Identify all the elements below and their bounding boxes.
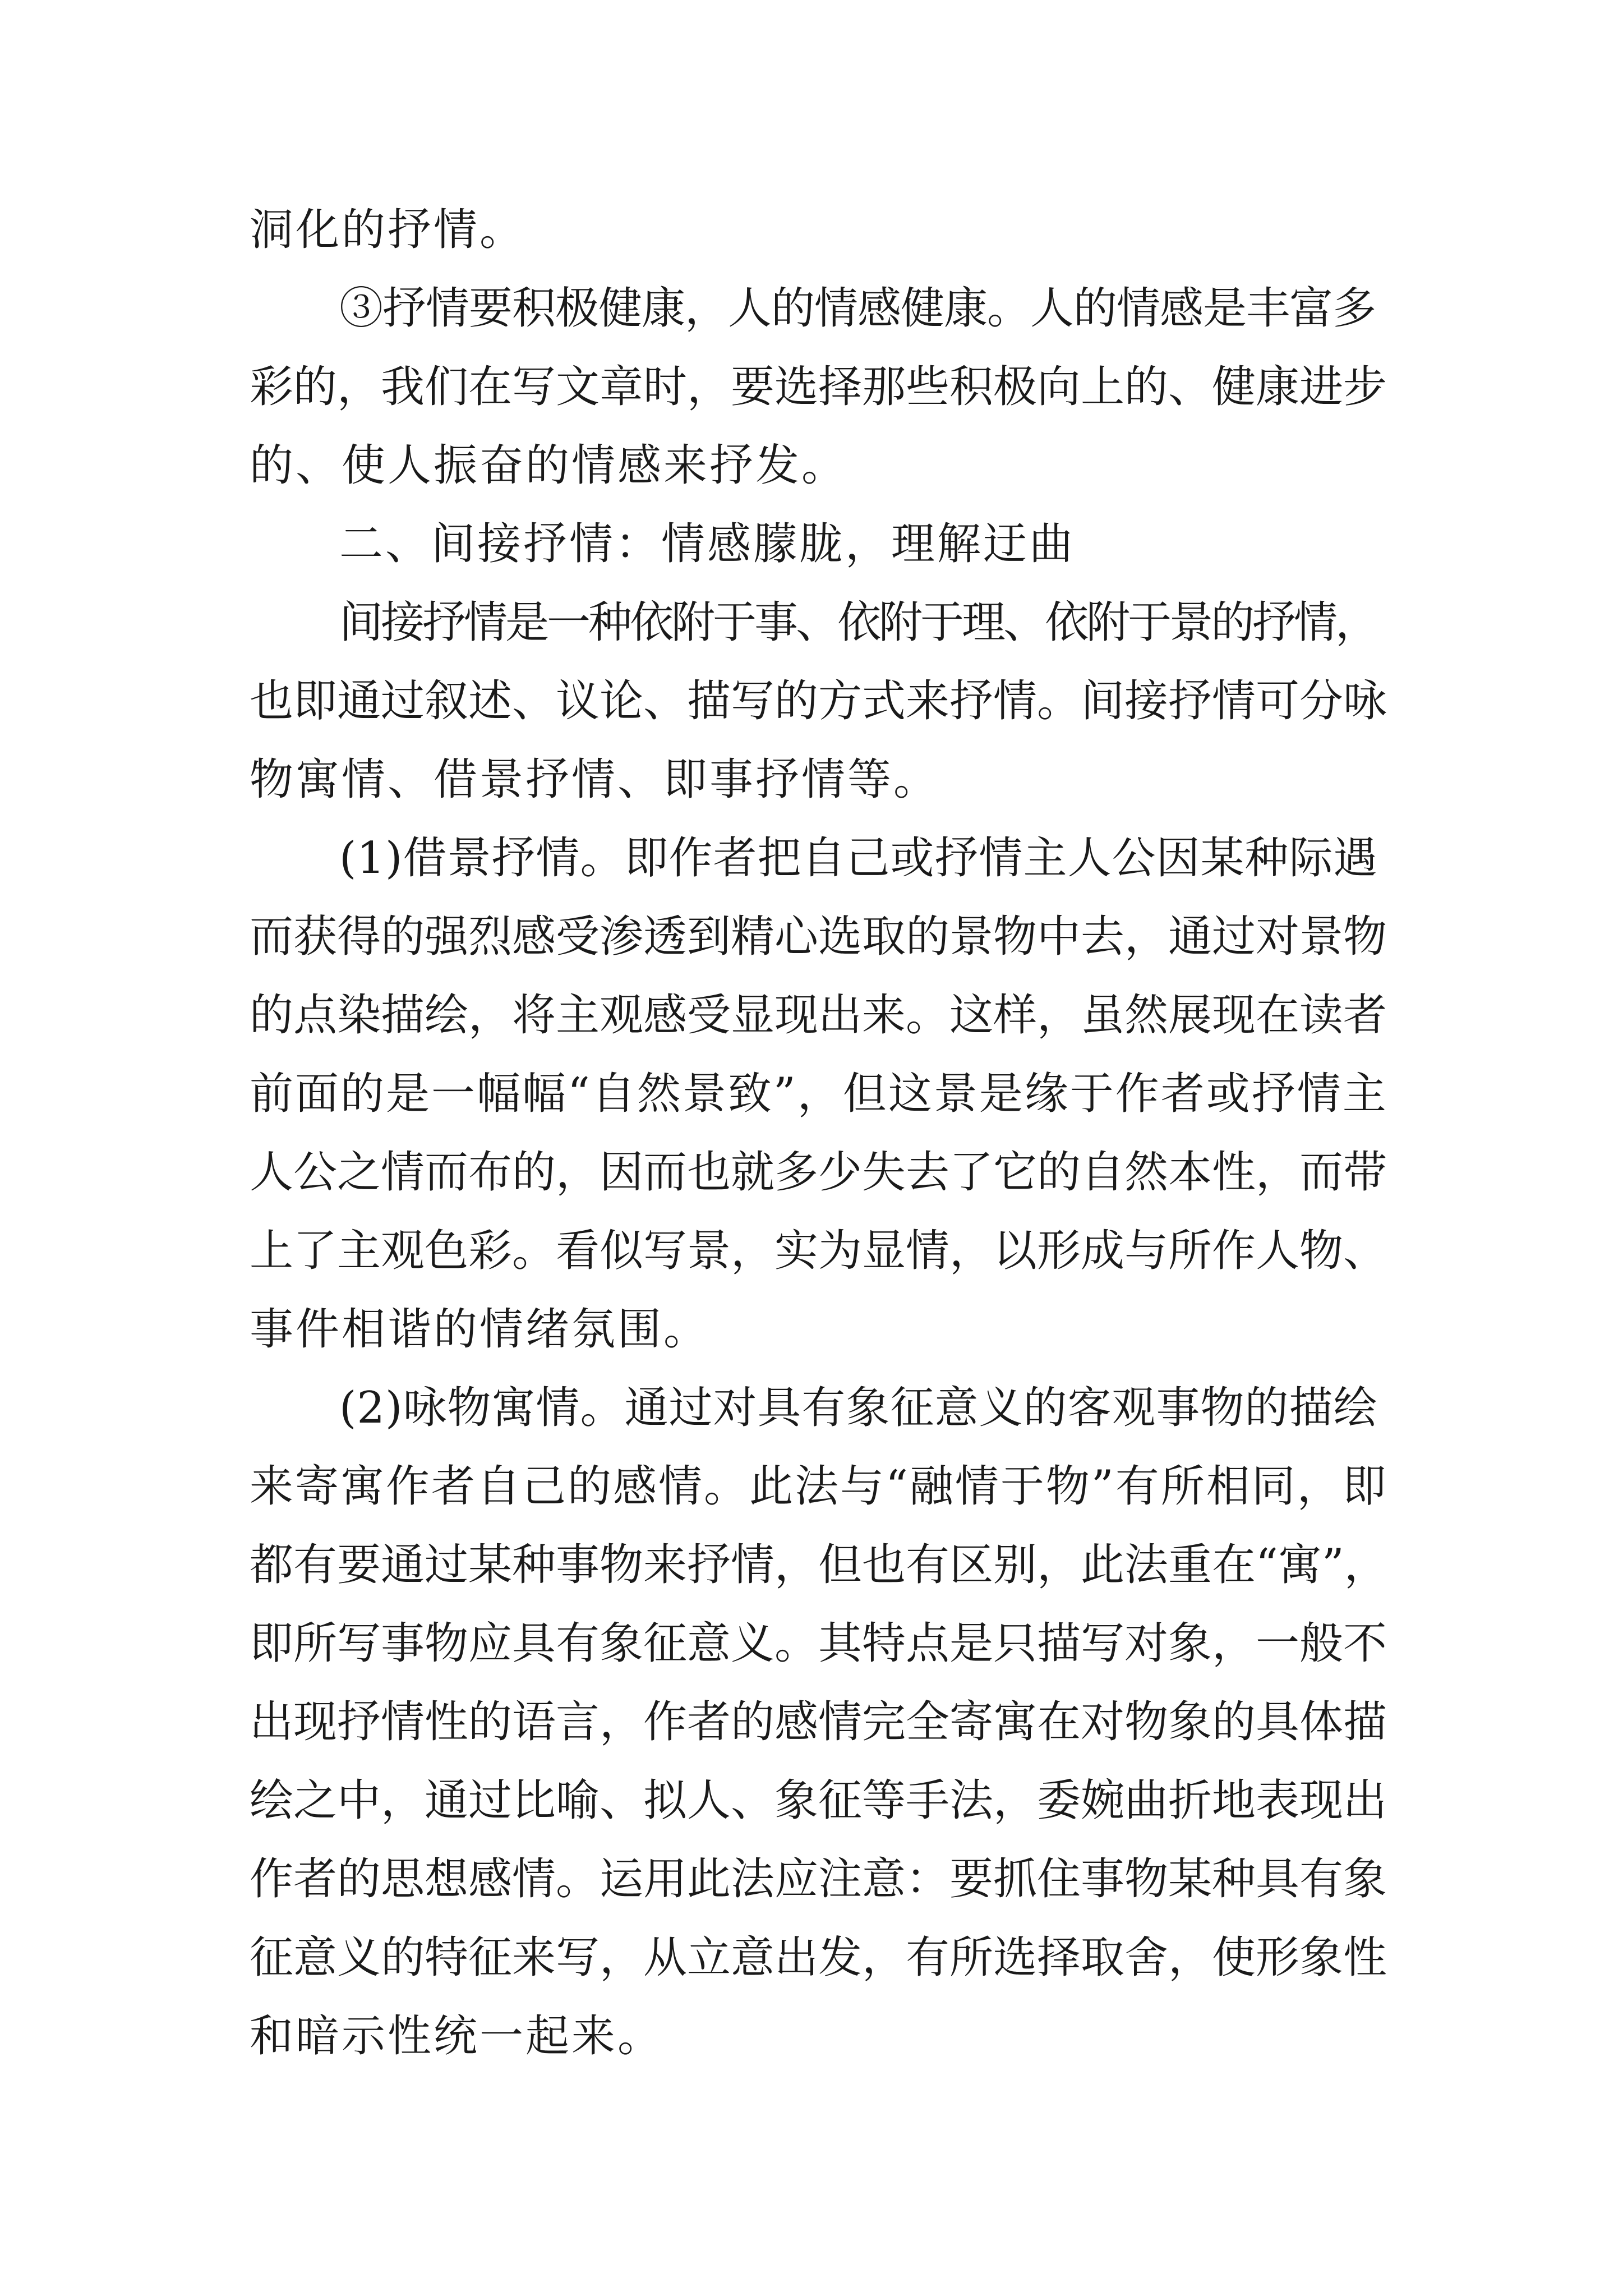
text-line: (2)咏物寓情。通过对具有象征意义的客观事物的描绘 xyxy=(339,1383,1378,1433)
text-line: 前面的是一幅幅“自然景致”，但这景是缘于作者或抒情主 xyxy=(250,1069,1388,1119)
section-heading: 二、间接抒情：情感朦胧，理解迂曲 xyxy=(339,519,1076,569)
text-line: 间接抒情是一种依附于事、依附于理、依附于景的抒情， xyxy=(339,597,1377,648)
text-line: 也即通过叙述、议论、描写的方式来抒情。间接抒情可分咏 xyxy=(250,676,1387,726)
text-line: 而获得的强烈感受渗透到精心选取的景物中去，通过对景物 xyxy=(250,912,1387,962)
text-line: 彩的，我们在写文章时，要选择那些积极向上的、健康进步 xyxy=(250,362,1387,412)
text-line: 和暗示性统一起来。 xyxy=(250,2011,664,2062)
text-line: 物寓情、借景抒情、即事抒情等。 xyxy=(250,754,940,805)
text-line: 洞化的抒情。 xyxy=(250,205,526,255)
document-body xyxy=(250,191,1388,2076)
text-line: 人公之情而布的，因而也就多少失去了它的自然本性，而带 xyxy=(250,1147,1387,1198)
text-line: 都有要通过某种事物来抒情，但也有区别，此法重在“寓”， xyxy=(250,1540,1388,1590)
text-line: (1)借景抒情。即作者把自己或抒情主人公因某种际遇 xyxy=(339,833,1378,884)
text-line: 事件相谐的情绪氛围。 xyxy=(250,1304,710,1355)
text-line: 出现抒情性的语言，作者的感情完全寄寓在对物象的具体描 xyxy=(250,1697,1387,1747)
text-line: 作者的思想感情。运用此法应注意：要抓住事物某种具有象 xyxy=(250,1854,1387,1904)
text-line: 的、使人振奋的情感来抒发。 xyxy=(250,440,848,491)
text-line: 来寄寓作者自己的感情。此法与“融情于物”有所相同，即 xyxy=(250,1461,1388,1512)
text-line: 的点染描绘，将主观感受显现出来。这样，虽然展现在读者 xyxy=(250,990,1387,1041)
text-line: 上了主观色彩。看似写景，实为显情，以形成与所作人物、 xyxy=(250,1226,1387,1276)
text-line: ③抒情要积极健康，人的情感健康。人的情感是丰富多 xyxy=(339,283,1376,334)
text-line: 即所写事物应具有象征意义。其特点是只描写对象，一般不 xyxy=(250,1618,1387,1669)
text-line: 绘之中，通过比喻、拟人、象征等手法，委婉曲折地表现出 xyxy=(250,1775,1387,1826)
text-line: 征意义的特征来写，从立意出发，有所选择取舍，使形象性 xyxy=(250,1932,1387,1983)
